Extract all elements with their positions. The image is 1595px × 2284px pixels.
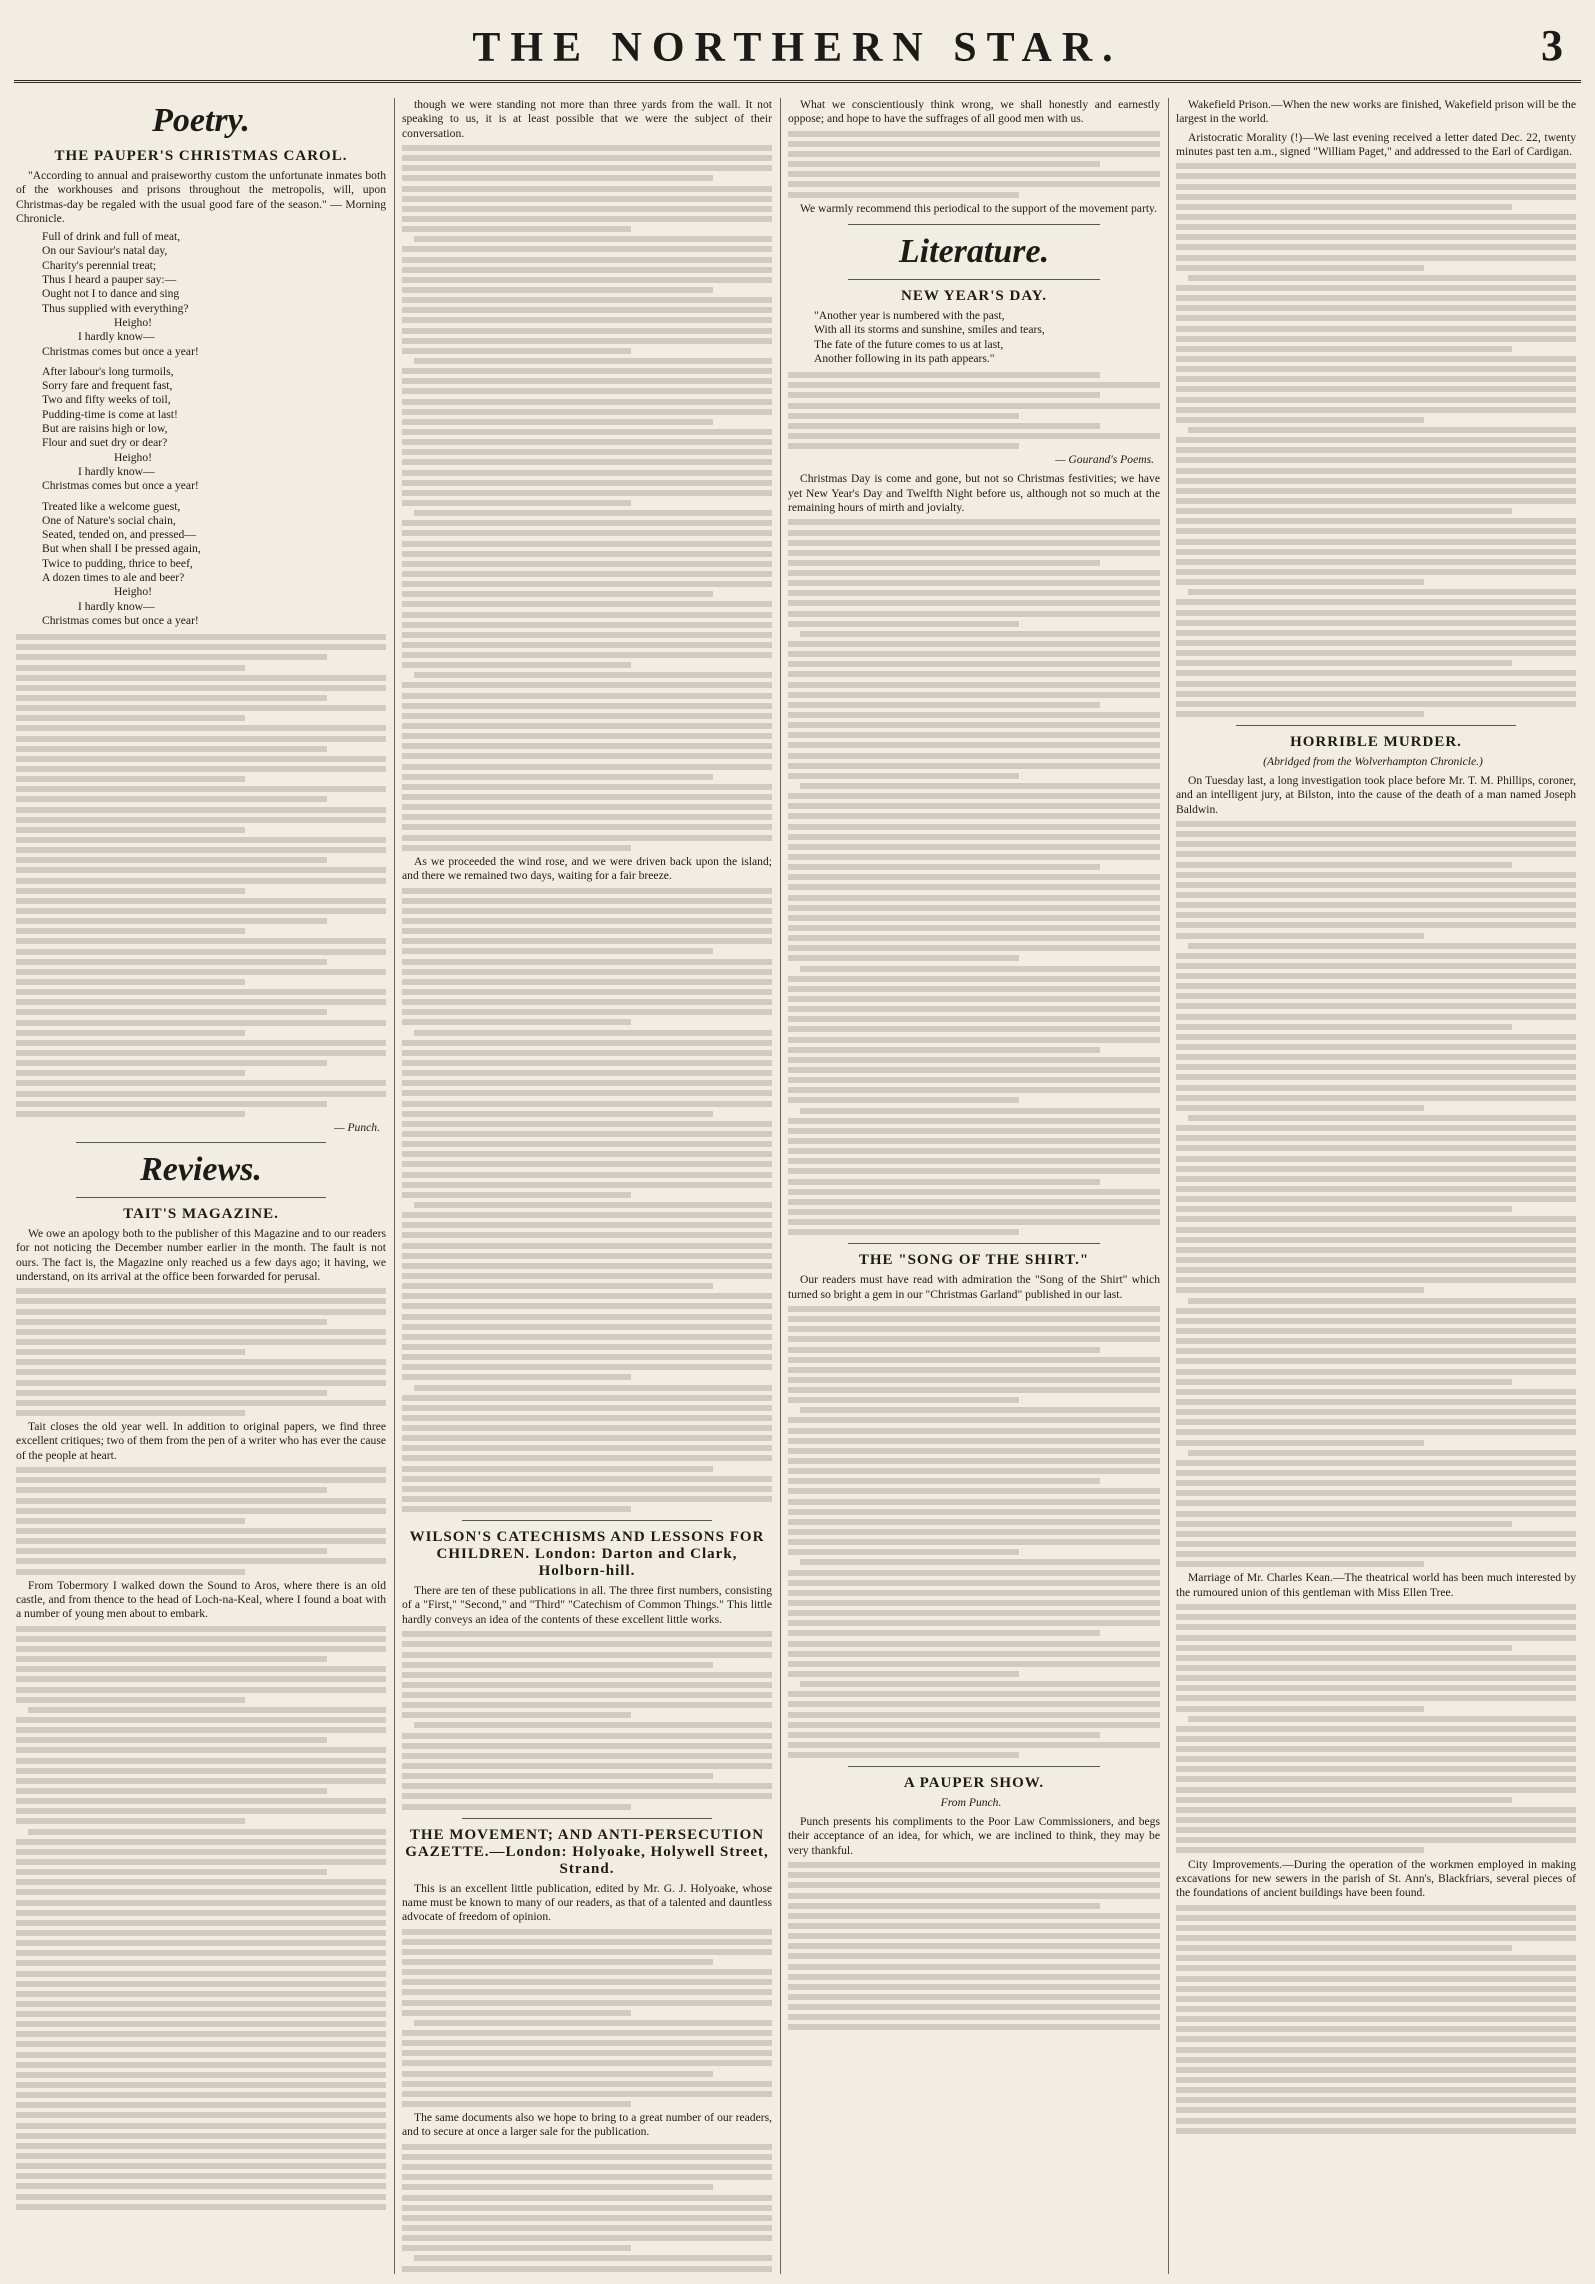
- article-paragraph: Our readers must have read with admiration the "Song of the Shirt" which turned so bright a gem in our "Christmas Garland" published in our last.: [788, 1273, 1160, 1301]
- column-4: [1176, 98, 1576, 2274]
- poem-title: NEW YEAR'S DAY.: [900, 288, 1047, 305]
- poem-line: Sorry fare and frequent fast,: [42, 379, 173, 393]
- poem-line: Flour and suet dry or dear?: [42, 436, 168, 450]
- poem-line: Christmas comes but once a year!: [42, 344, 199, 358]
- column-2: [402, 98, 772, 2274]
- poem-line: One of Nature's social chain,: [42, 513, 176, 527]
- article-paragraph: What we conscientiously think wrong, we shall honestly and earnestly oppose; and hope to have the suffrages of all good men with us.: [788, 98, 1160, 126]
- section-heading-reviews: Reviews.: [140, 1150, 262, 1188]
- masthead-rule: [14, 80, 1581, 83]
- illegible-text-block: [16, 1288, 386, 1416]
- poem-line: Heigho!: [114, 450, 152, 464]
- poem-line: Heigho!: [114, 315, 152, 329]
- divider: [848, 1243, 1100, 1244]
- illegible-text-block: [788, 519, 1160, 1235]
- poem-line: I hardly know—: [78, 330, 155, 344]
- poem-line: I hardly know—: [78, 464, 155, 478]
- article-paragraph: We warmly recommend this periodical to the support of the movement party.: [800, 201, 1157, 215]
- poem-line: Pudding-time is come at last!: [42, 407, 178, 421]
- illegible-text-block: [16, 1467, 386, 1574]
- article-paragraph: Tait closes the old year well. In addition to original papers, we find three excellent critiques; two of them from the pen of a writer who has ever the cause of the people at heart.: [16, 1420, 386, 1462]
- poem-line: Thus I heard a pauper say:—: [42, 273, 177, 287]
- poem-line: With all its storms and sunshine, smiles and tears,: [814, 323, 1045, 337]
- divider: [462, 1520, 712, 1521]
- review-title: TAIT'S MAGAZINE.: [123, 1205, 279, 1222]
- poem-stanza: [42, 500, 386, 629]
- illegible-text-block: [1176, 163, 1576, 717]
- divider: [848, 1766, 1100, 1767]
- poem-line: I hardly know—: [78, 599, 155, 613]
- poem-title: THE PAUPER'S CHRISTMAS CAROL.: [54, 148, 348, 164]
- article-paragraph: Christmas Day is come and gone, but not so Christmas festivities; we have yet New Year's Day and Twelfth Night before us, although not so much at the remaining hours of mirth and jovialty.: [788, 472, 1160, 514]
- poem-line: Two and fifty weeks of toil,: [42, 393, 171, 407]
- poem-line: On our Saviour's natal day,: [42, 244, 168, 258]
- poem-line: Heigho!: [114, 585, 152, 599]
- poem-line: Full of drink and full of meat,: [42, 230, 181, 244]
- review-title: THE MOVEMENT; AND ANTI-PERSECUTION GAZETTE.—London: Holyoake, Holywell Street, Strand.: [405, 1826, 769, 1877]
- poem-epigraph: "According to annual and praiseworthy custom the unfortunate inmates both of the workhouses and prisons throughout the metropolis, will, upon Christmas-day be regaled with the usual good fare of the season." — Morning Chronicle.: [16, 169, 386, 225]
- page-number: 3: [1541, 21, 1563, 70]
- article-paragraph: Aristocratic Morality (!)—We last evening received a letter dated Dec. 22, twenty minutes past ten a.m., signed "William Paget," and addressed to the Earl of Cardigan.: [1176, 130, 1576, 158]
- poem-line: The fate of the future comes to us at last,: [814, 337, 1004, 351]
- illegible-text-block: [402, 145, 772, 851]
- article-paragraph: Wakefield Prison.—When the new works are finished, Wakefield prison will be the largest in the world.: [1176, 98, 1576, 126]
- article-title: A PAUPER SHOW.: [903, 1775, 1045, 1792]
- section-heading-poetry: Poetry.: [152, 102, 250, 139]
- poem-line: Another following in its path appears.": [814, 351, 995, 365]
- poem-stanza: [42, 230, 386, 359]
- article-paragraph: though we were standing not more than three yards from the wall. It not speaking to us, it is at least possible that we were the subject of their conversation.: [402, 98, 772, 140]
- article-paragraph: This is an excellent little publication, edited by Mr. G. J. Holyoake, whose name must be known to many of our readers, as that of a talented and dauntless advocate of freedom of opinion.: [402, 1881, 772, 1924]
- illegible-text-block: [1176, 1604, 1576, 1853]
- poem-line: "Another year is numbered with the past,: [814, 309, 1005, 323]
- illegible-text-block: [16, 634, 386, 1117]
- poem-stanza: [42, 365, 386, 494]
- illegible-text-block: [788, 372, 1160, 449]
- section-heading-literature: Literature.: [898, 233, 1050, 271]
- divider: [1236, 725, 1516, 726]
- poem-line: Christmas comes but once a year!: [42, 613, 199, 627]
- poem-line: Thus supplied with everything?: [42, 301, 189, 315]
- article-paragraph: On Tuesday last, a long investigation took place before Mr. T. M. Phillips, coroner, and an intelligent jury, at Bilston, into the cause of the death of a man named Joseph Baldwin.: [1176, 773, 1576, 816]
- poem-credit: — Punch.: [334, 1120, 380, 1134]
- divider: [76, 1197, 326, 1198]
- poem-line: Ought not I to dance and sing: [42, 287, 180, 301]
- article-paragraph: There are ten of these publications in all. The three first numbers, consisting of a "First," "Second," and "Third" "Catechism of Common Things." This little hardly conveys an idea of the contents of these excellent little works.: [402, 1584, 772, 1626]
- column-divider: [1168, 98, 1169, 2274]
- column-3: [788, 98, 1160, 2274]
- illegible-text-block: [402, 888, 772, 1513]
- illegible-text-block: [402, 2144, 772, 2274]
- poem-credit: — Gourand's Poems.: [1055, 453, 1154, 467]
- divider: [76, 1142, 326, 1143]
- column-divider: [780, 98, 781, 2274]
- poem-line: But when shall I be pressed again,: [42, 542, 201, 556]
- poem-line: Seated, tended on, and pressed—: [42, 528, 196, 542]
- poem-line: Charity's perennial treat;: [42, 258, 157, 272]
- column-1: [16, 98, 386, 2274]
- poem-line: A dozen times to ale and beer?: [42, 571, 185, 585]
- divider: [848, 279, 1100, 280]
- illegible-text-block: [402, 1631, 772, 1809]
- illegible-text-block: [16, 1626, 386, 2210]
- illegible-text-block: [402, 1929, 772, 2107]
- poem-line: But are raisins high or low,: [42, 422, 168, 436]
- poem-line: Twice to pudding, thrice to beef,: [42, 556, 193, 570]
- illegible-text-block: [788, 1862, 1160, 2030]
- review-title: WILSON'S CATECHISMS AND LESSONS FOR CHILDREN. London: Darton and Clark, Holborn-hill.: [409, 1529, 765, 1580]
- article-paragraph: As we proceeded the wind rose, and we were driven back upon the island; and there we remained two days, waiting for a fair breeze.: [402, 854, 772, 883]
- newspaper-title: THE NORTHERN STAR.: [472, 25, 1123, 71]
- article-paragraph: The same documents also we hope to bring to a great number of our readers, and to secure at once a larger sale for the publication.: [402, 2111, 772, 2139]
- poem-line: Treated like a welcome guest,: [42, 499, 181, 513]
- divider: [462, 1818, 712, 1819]
- poem-line: After labour's long turmoils,: [42, 364, 174, 378]
- article-title: THE "SONG OF THE SHIRT.": [858, 1252, 1090, 1269]
- divider: [848, 224, 1100, 225]
- article-paragraph: We owe an apology both to the publisher of this Magazine and to our readers for not noticing the December number earlier in the month. The fault is not ours. The fact is, the Magazine only reached us a few days ago; it having, we understand, on its arrival at the office been forwarded for perusal.: [16, 1226, 386, 1283]
- illegible-text-block: [788, 131, 1160, 198]
- article-paragraph: Marriage of Mr. Charles Kean.—The theatrical world has been much interested by the rumoured union of this gentleman with Miss Ellen Tree.: [1176, 1571, 1576, 1599]
- poem-line: Christmas comes but once a year!: [42, 479, 199, 493]
- illegible-text-block: [1176, 1905, 1576, 2134]
- article-title: HORRIBLE MURDER.: [1290, 733, 1462, 750]
- article-credit: From Punch.: [940, 1796, 1002, 1810]
- article-paragraph: City Improvements.—During the operation of the workmen employed in making excavations for new sewers in the parish of St. Ann's, Blackfriars, several pieces of the foundations of ancient buildings have been found.: [1176, 1857, 1576, 1900]
- column-divider: [394, 98, 395, 2274]
- masthead: [14, 10, 1581, 94]
- article-credit: (Abridged from the Wolverhampton Chronicle.): [1263, 754, 1483, 768]
- poem-stanza: [814, 309, 1160, 366]
- illegible-text-block: [788, 1306, 1160, 1758]
- article-paragraph: Punch presents his compliments to the Poor Law Commissioners, and begs their acceptance of an idea, for which, we are inclined to think, they may be very thankful.: [788, 1815, 1160, 1857]
- illegible-text-block: [1176, 821, 1576, 1567]
- article-paragraph: From Tobermory I walked down the Sound to Aros, where there is an old castle, and from thence to the head of Loch-na-Keal, where I found a boat with a number of young men about to embark.: [16, 1578, 386, 1621]
